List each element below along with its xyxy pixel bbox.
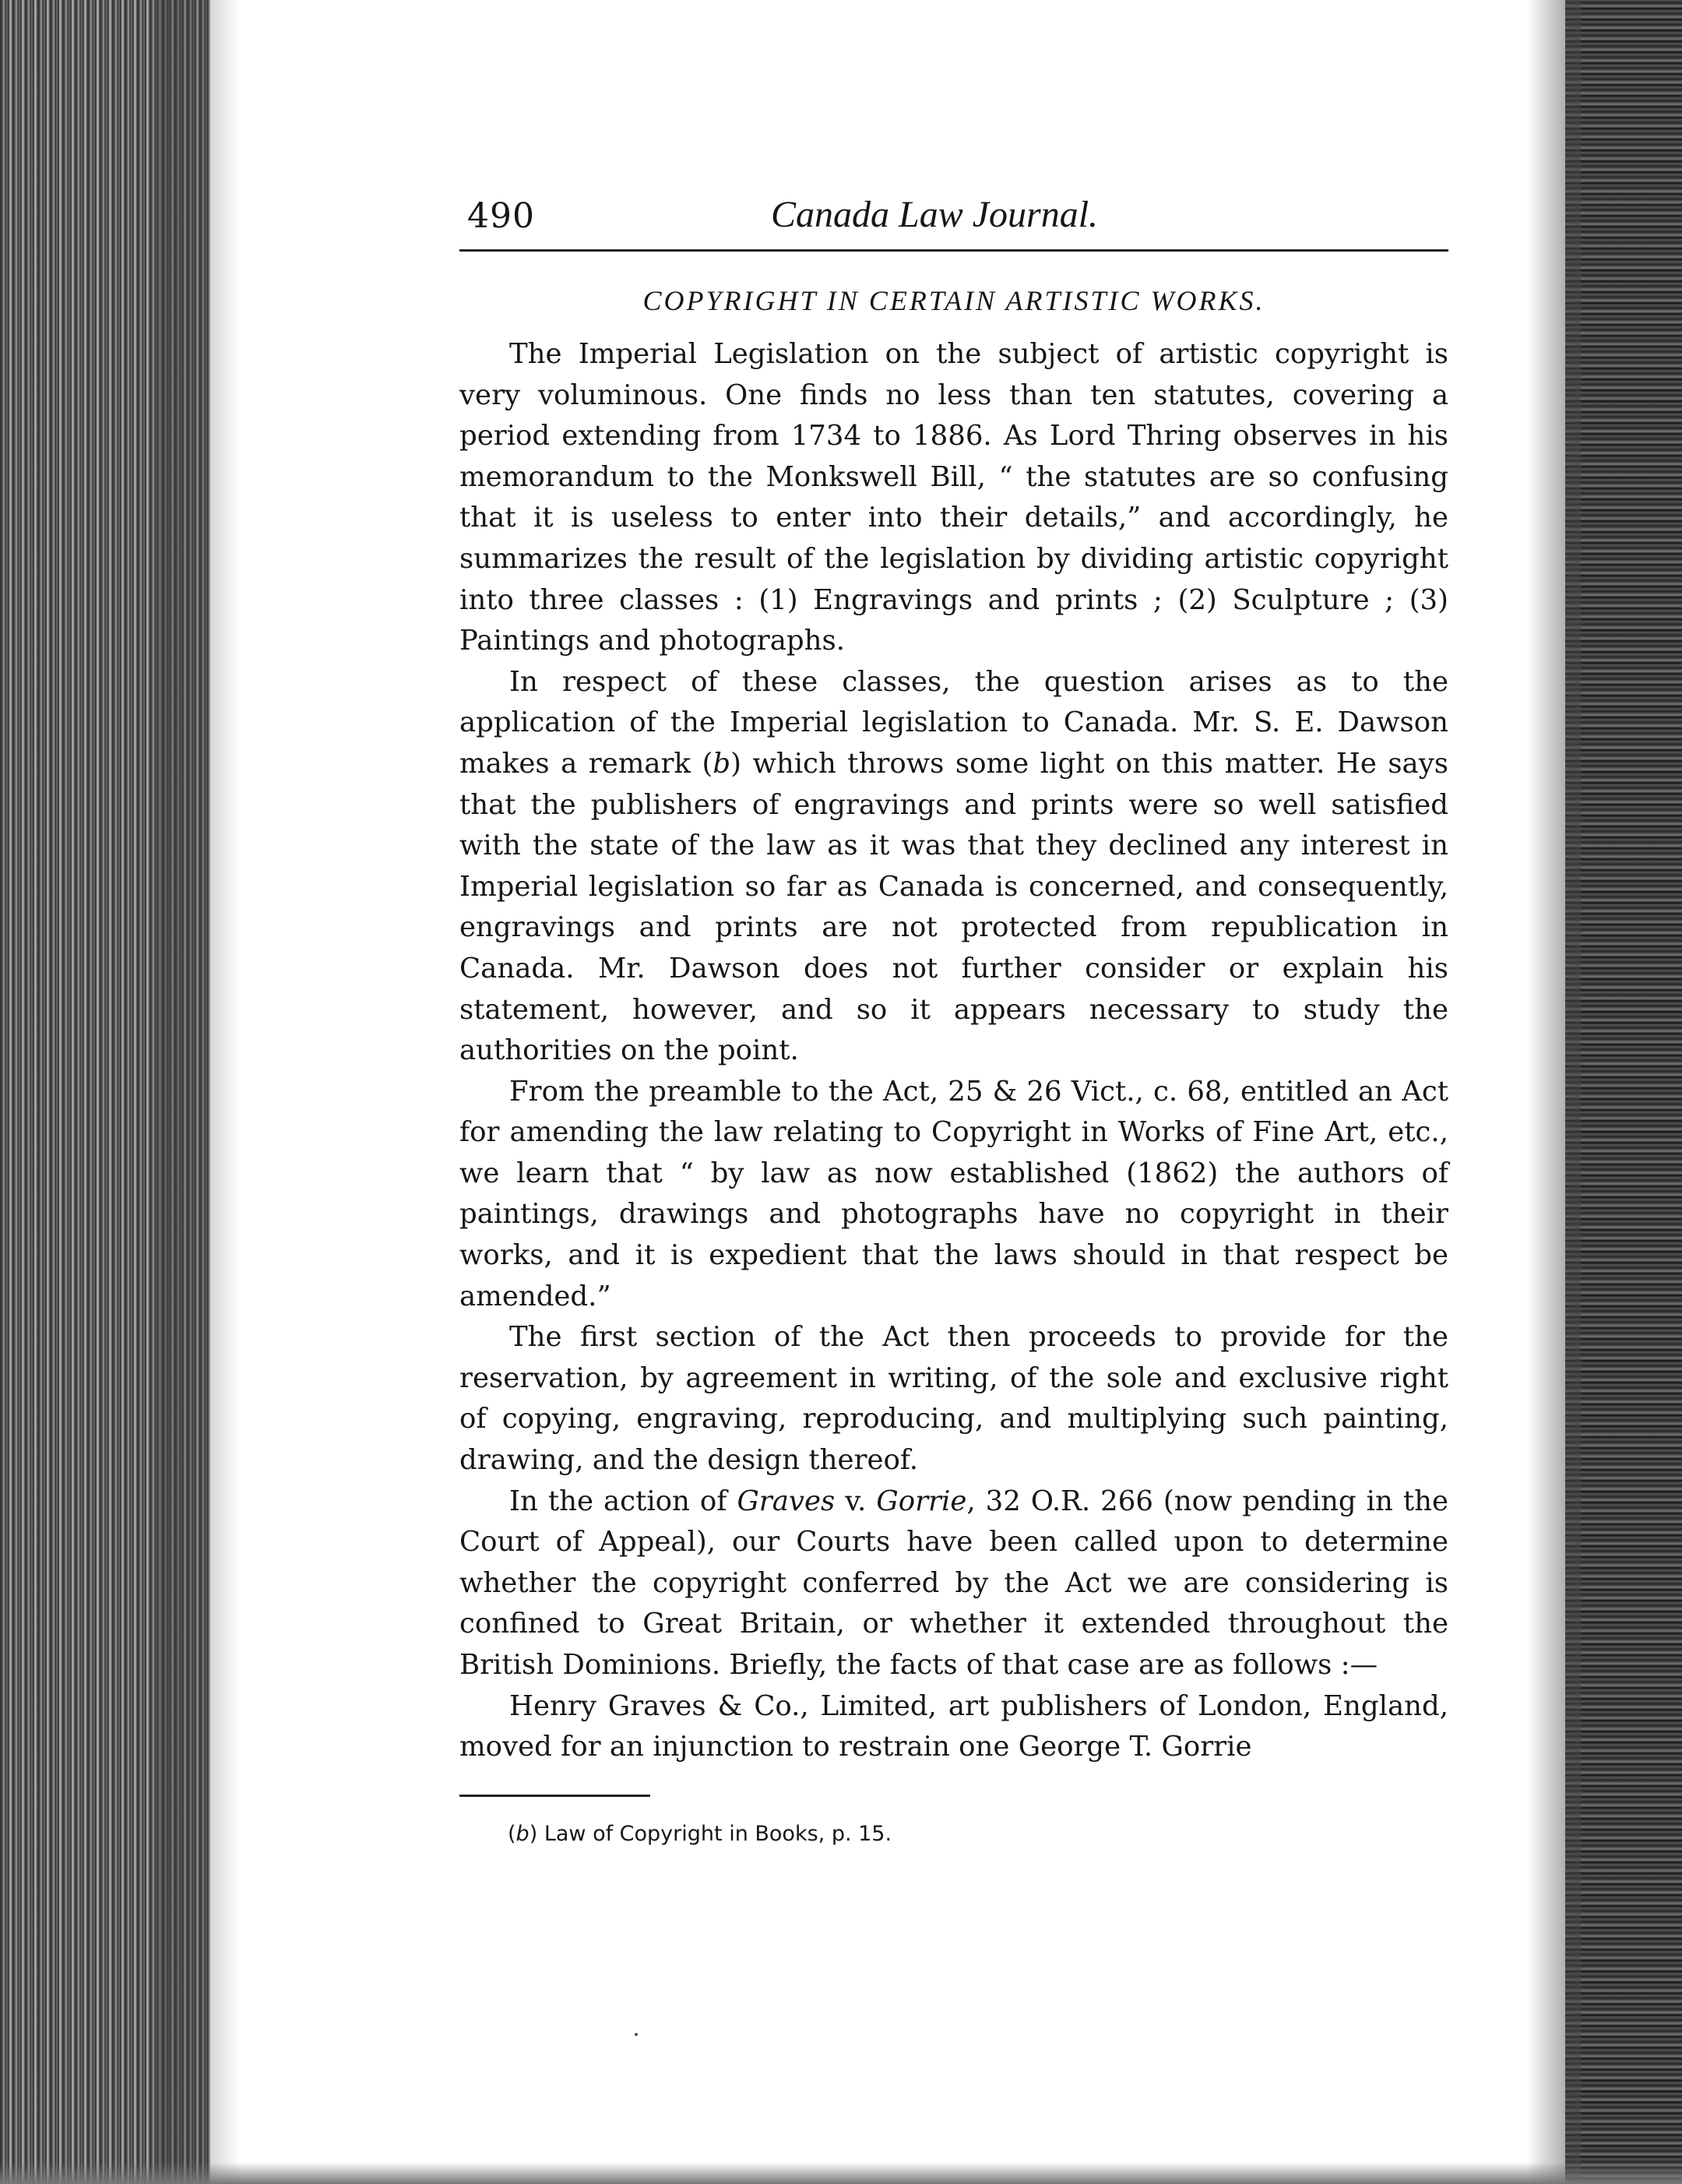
page-number: 490 [467, 196, 535, 236]
footnote-mark: b [516, 1821, 530, 1846]
paragraph-5 [459, 1481, 1448, 1686]
page-content [459, 187, 1448, 1846]
paragraph-2-lead: In respect of these classes, the question arises as to the application of the Imperial legislation to Canada. Mr. S. E. Dawson makes a remark ( [459, 665, 1448, 780]
case-name-plaintiff: Graves [737, 1485, 836, 1517]
footnote-divider [459, 1795, 650, 1797]
footnote-open: ( [508, 1821, 516, 1846]
bottom-edge-shadow [0, 2162, 1682, 2184]
paragraph-6: Henry Graves & Co., Limited, art publishers of London, England, moved for an injunction to restrain one George T. Gorrie [459, 1689, 1448, 1763]
running-head [459, 187, 1448, 252]
footnote-close: ) [529, 1821, 538, 1846]
paragraph-1: The Imperial Legislation on the subject of artistic copyright is very voluminous. One finds no less than ten statutes, covering a period extending from 1734 to 1886. As Lord Thring observes in his memorandum to the Monkswell Bill, “ the statutes are so confusing that it is useless to enter into their details,” and accordingly, he summarizes the result of the legislation by dividing artistic copyright into three classes : (1) Engravings and prints ; (2) Sculpture ; (3) Paintings and photographs. [459, 338, 1448, 657]
case-versus: v. [835, 1485, 877, 1517]
gutter-shadow [156, 0, 241, 2184]
paragraph-5-rest: , 32 O.R. 266 (now pending in the Court of Appeal), our Courts have been called upon to determine whether the copyright conferred by the Act we are considering is confined to Great Britain, or whether it extended throughout the British Dominions. Briefly, the facts of that case are as follows :— [459, 1485, 1448, 1681]
paragraph-2-rest: ) which throws some light on this matter. He says that the publishers of engravings and prints were so well satisfied with the state of the law as it was that they declined any interest in Imperial legislation so far as Canada is concerned, and consequently, engravings and prints are not protected from republication in Canada. Mr. Dawson does not further consider or explain his statement, however, and so it appears necessary to study the authorities on the point. [459, 747, 1448, 1067]
footnote-reference: b [713, 747, 731, 780]
page-edge-shadow [1565, 0, 1682, 2184]
footnote [508, 1822, 1448, 1846]
article-body [459, 334, 1448, 1768]
paragraph-2 [459, 662, 1448, 1072]
journal-title: Canada Law Journal. [771, 194, 1099, 235]
case-name-defendant: Gorrie [876, 1485, 967, 1517]
paragraph-4: The first section of the Act then proceeds to provide for the reservation, by agreement in writing, of the sole and exclusive right of copying, engraving, reproducing, and multiplying such painting, drawing, and the design thereof. [459, 1321, 1448, 1477]
scan-speck [635, 2033, 638, 2036]
paragraph-5-lead: In the action of [509, 1485, 737, 1517]
footnote-text: Law of Copyright in Books, p. 15. [537, 1821, 892, 1846]
article-title: COPYRIGHT IN CERTAIN ARTISTIC WORKS. [642, 285, 1265, 316]
paragraph-3: From the preamble to the Act, 25 & 26 Vict., c. 68, entitled an Act for amending the law relating to Copyright in Works of Fine Art, etc., we learn that “ by law as now established (1862) the authors of paintings, drawings and photographs have no copyright in their works, and it is expedient that the laws should in that respect be amended.” [459, 1075, 1448, 1312]
page-edge-fade [1526, 0, 1581, 2184]
